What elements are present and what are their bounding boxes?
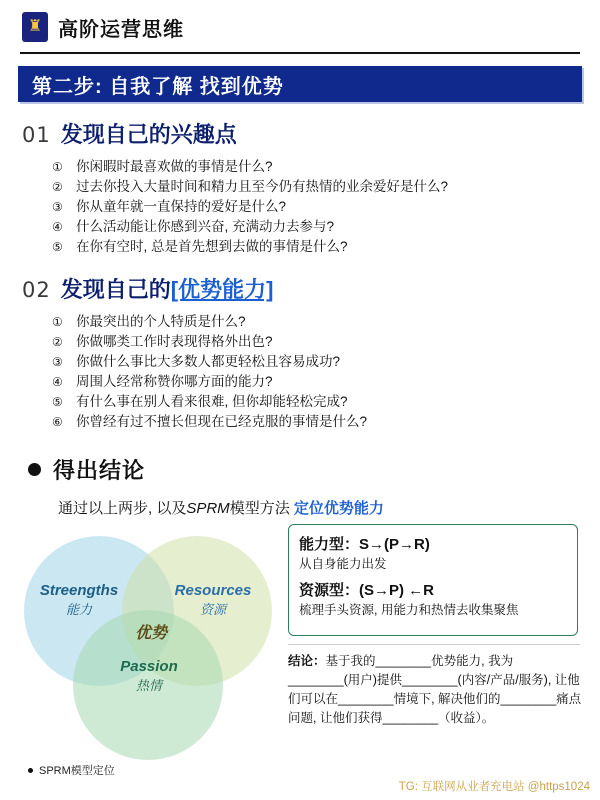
venn-center-label: 优势 [134,625,167,642]
list-item-label: 你从童年就一直保持的爱好是什么? [76,199,287,214]
page-header [0,0,600,48]
list-item-marker: ④ [52,220,63,234]
filled-circle-icon [28,463,41,476]
bullet-dot-icon [28,768,33,773]
list-item-label: 周围人经常称赞你哪方面的能力? [76,374,273,389]
list-item [52,372,600,392]
conclusion-subtitle-pre: 通过以上两步, 以及 [58,500,187,517]
list-item [52,312,600,332]
venn-label-strengths [24,582,134,618]
header-divider [20,52,580,54]
list-item-marker: ② [52,335,63,349]
model-capability-label: 能力型 [299,536,345,553]
step-banner-label: 第二步: 自我了解 找到优势 [32,75,284,98]
section-strengths [22,273,600,432]
model-box [288,524,578,636]
venn-label-passion [94,658,204,694]
list-item-label: 你最突出的个人特质是什么? [76,314,246,329]
list-item-marker: ④ [52,375,63,389]
venn-label-passion-en: Passion [120,658,178,675]
venn-label-strengths-cn: 能力 [65,602,92,617]
list-item-marker: ② [52,180,63,194]
model-resource-label: 资源型 [299,582,345,599]
section-title: 发现自己的兴趣点 [60,122,237,147]
list-item-marker: ① [52,315,63,329]
list-item-marker: ③ [52,200,63,214]
list-item-label: 在你有空时, 总是首先想到去做的事情是什么? [76,239,348,254]
list-item-label: 你做什么事比大多数人都更轻松且容易成功? [76,354,341,369]
list-item [52,157,600,177]
venn-diagram [18,528,288,746]
model-capability-line [299,533,567,554]
conclusion-subtitle [58,497,600,518]
section-number: 01 [22,123,51,147]
venn-label-resources-cn: 资源 [199,602,226,617]
list-item-marker: ⑤ [52,240,63,254]
list-item [52,217,600,237]
result-text: 基于我的________优势能力, 我为________(用户)提供________(内容/产品/服务), 让他们可以在________情境下, 解决他们的________痛点问题, 让他们获得________（收益）。 [288,654,582,725]
conclusion-subtitle-italic: SPRM [186,500,230,517]
section-number: 02 [22,278,51,302]
page-title: 高阶运营思维 [58,18,184,41]
venn-label-resources-en: Resources [174,582,252,599]
model-resource-formula: ：(S→P) ←R [344,582,435,599]
model-capability-formula: ：S→(P→R) [344,536,430,553]
list-item-marker: ⑥ [52,415,63,429]
footnote [28,762,115,778]
section-title-accent: [优势能力] [170,277,274,302]
list-item [52,237,600,257]
question-list [52,157,600,257]
result-divider [288,644,580,645]
list-item-label: 你做哪类工作时表现得格外出色? [76,334,273,349]
model-resource-line [299,579,567,600]
list-item [52,352,600,372]
list-item [52,332,600,352]
conclusion-heading [28,454,600,485]
section-heading [22,118,600,149]
chess-rook-icon: ♜ [22,12,48,42]
model-capability-note: 从自身能力出发 [299,557,387,571]
list-item-marker: ⑤ [52,395,63,409]
section-interests [22,118,600,257]
list-item [52,392,600,412]
footnote-label: SPRM模型定位 [39,765,115,777]
list-item [52,177,600,197]
list-item-label: 什么活动能让你感到兴奋, 充满动力去参与? [76,219,335,234]
question-list [52,312,600,432]
watermark: TG: 互联网从业者充电站 @https1024 [398,781,590,793]
list-item-label: 过去你投入大量时间和精力且至今仍有热情的业余爱好是什么? [76,179,449,194]
list-item-marker: ① [52,160,63,174]
venn-label-resources [158,582,268,618]
result-lead-label: 结论： [288,654,326,668]
conclusion-title: 得出结论 [53,458,146,483]
conclusion-subtitle-highlight: 定位优势能力 [293,500,384,517]
conclusion-subtitle-mid: 模型方法 [229,500,294,517]
step-banner [18,66,582,102]
list-item [52,197,600,217]
list-item [52,412,600,432]
section-title: 发现自己的[优势能力] [60,277,274,302]
result-paragraph [288,652,584,728]
venn-label-strengths-en: Streengths [39,582,119,599]
section-heading [22,273,600,304]
model-resource-note: 梳理手头资源, 用能力和热情去收集聚焦 [299,603,519,617]
list-item-marker: ③ [52,355,63,369]
venn-label-passion-cn: 热情 [135,678,162,693]
list-item-label: 你闲暇时最喜欢做的事情是什么? [76,159,273,174]
list-item-label: 有什么事在别人看来很难, 但你却能轻松完成? [76,394,348,409]
list-item-label: 你曾经有过不擅长但现在已经克服的事情是什么? [76,414,368,429]
